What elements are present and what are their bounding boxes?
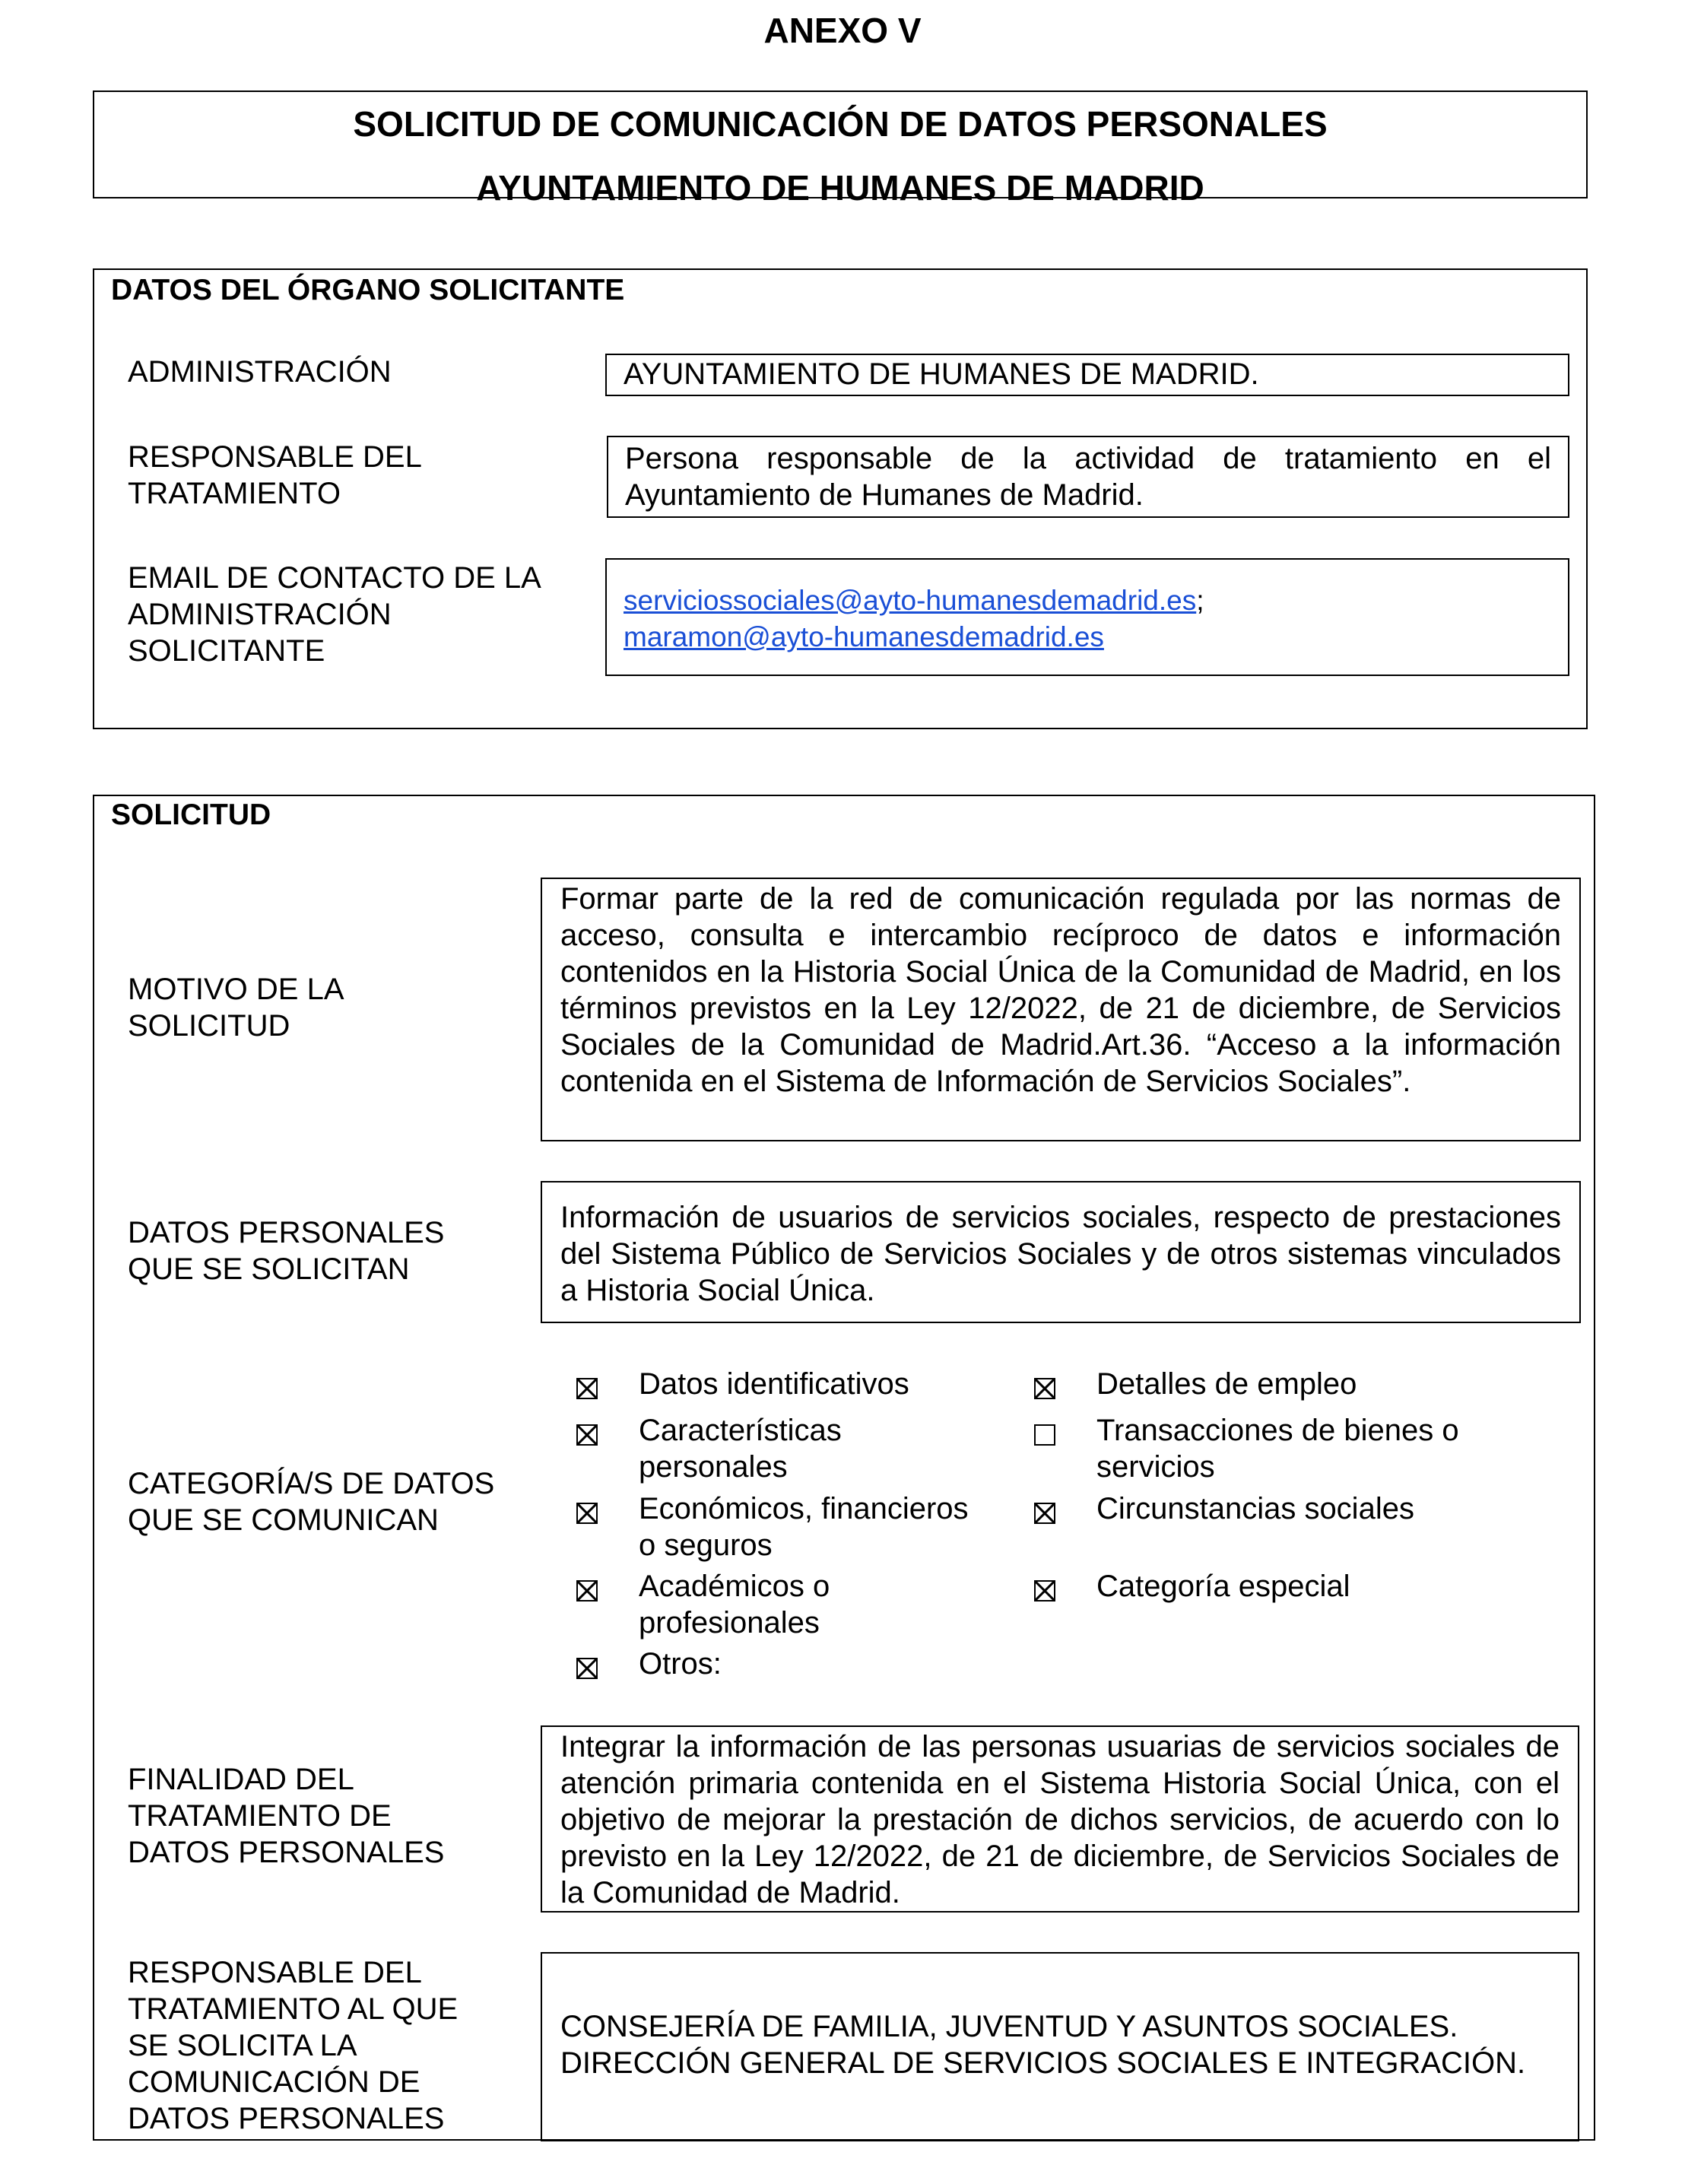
checkbox-cross-icon [1036,1504,1054,1522]
administracion-value: AYUNTAMIENTO DE HUMANES DE MADRID. [624,357,1259,391]
responsable-comunicacion-label: RESPONSABLE DEL TRATAMIENTO AL QUE SE SOLICITA LA COMUNICACIÓN DE DATOS PERSONALES [128,1956,459,2135]
checkbox-academicos[interactable] [576,1580,598,1601]
checkbox-transacciones[interactable] [1034,1424,1055,1446]
finalidad-field [541,1725,1579,1913]
checkbox-caracteristicas-personales[interactable] [576,1424,598,1446]
email-link-2[interactable]: maramon@ayto-humanesdemadrid.es [624,621,1104,652]
checkbox-cross-icon [578,1426,596,1444]
email-label: EMAIL DE CONTACTO DE LA ADMINISTRACIÓN SOLICITANTE [128,561,541,668]
checkbox-detalles-empleo[interactable] [1034,1378,1055,1399]
checkbox-circunstancias-sociales[interactable] [1034,1503,1055,1524]
motivo-label: MOTIVO DE LA SOLICITUD [128,973,344,1043]
responsable-comunicacion-value-1: CONSEJERÍA DE FAMILIA, JUVENTUD Y ASUNTOS SOCIALES. [560,2010,1458,2043]
categorias-label: CATEGORÍA/S DE DATOS QUE SE COMUNICAN [128,1467,495,1537]
datos-field [541,1181,1581,1323]
responsable-comunicacion-field [541,1952,1579,2141]
solicitud-heading: SOLICITUD [111,798,271,831]
checkbox-datos-identificativos[interactable] [576,1378,598,1399]
document-title: SOLICITUD DE COMUNICACIÓN DE DATOS PERSONALES [353,104,1328,144]
annex-title: ANEXO V [763,11,922,50]
checkbox-categoria-especial[interactable] [1034,1580,1055,1601]
finalidad-value: Integrar la información de las personas usuarias de servicios sociales de atención primaria contenida en el Sistema Historia Social Única, con el objetivo de mejorar la prestación de dichos servicios, de acuerdo con lo previsto en la Ley 12/2022, de 21 de diciembre, de Servicios Sociales de la Comunidad de Madrid. [560,1730,1560,1909]
checkbox-cross-icon [1036,1379,1054,1398]
organo-heading: DATOS DEL ÓRGANO SOLICITANTE [111,274,625,306]
email-link-1[interactable]: serviciossociales@ayto-humanesdemadrid.es [624,585,1197,616]
document-title-box [93,90,1588,208]
motivo-value: Formar parte de la red de comunicación regulada por las normas de acceso, consulta e intercambio recíproco de datos e información contenidos en la Historia Social Única de la Comunidad de Madrid, en los términos previstos en la Ley 12/2022, de 21 de diciembre, de Servicios Sociales de la Comunidad de Madrid.Art.36. “Acceso a la información contenida en el Sistema de Información de Servicios Sociales”. [560,882,1561,1098]
checkbox-cross-icon [1036,1582,1054,1600]
responsable-label: RESPONSABLE DEL TRATAMIENTO [128,440,422,510]
checkbox-cross-icon [578,1582,596,1600]
document-subtitle: AYUNTAMIENTO DE HUMANES DE MADRID [476,168,1204,208]
responsable-comunicacion-value-2: DIRECCIÓN GENERAL DE SERVICIOS SOCIALES E INTEGRACIÓN. [560,2046,1526,2080]
motivo-field [541,878,1581,1141]
checkbox-economicos[interactable] [576,1503,598,1524]
checkbox-otros[interactable] [576,1658,598,1679]
administracion-label: ADMINISTRACIÓN [128,355,392,389]
datos-label: DATOS PERSONALES QUE SE SOLICITAN [128,1216,445,1286]
checkbox-cross-icon [578,1504,596,1522]
responsable-field [607,436,1569,518]
checkbox-cross-icon [578,1379,596,1398]
administracion-field [605,354,1569,396]
responsable-value: Persona responsable de la actividad de tratamiento en el Ayuntamiento de Humanes de Madrid. [625,442,1551,512]
datos-value: Información de usuarios de servicios sociales, respecto de prestaciones del Sistema Público de Servicios Sociales y de otros sistemas vinculados a Historia Social Única. [560,1201,1561,1307]
checkbox-cross-icon [578,1659,596,1678]
email-field: serviciossociales@ayto-humanesdemadrid.es; maramon@ayto-humanesdemadrid.es [605,558,1569,676]
finalidad-label: FINALIDAD DEL TRATAMIENTO DE DATOS PERSONALES [128,1763,445,1869]
